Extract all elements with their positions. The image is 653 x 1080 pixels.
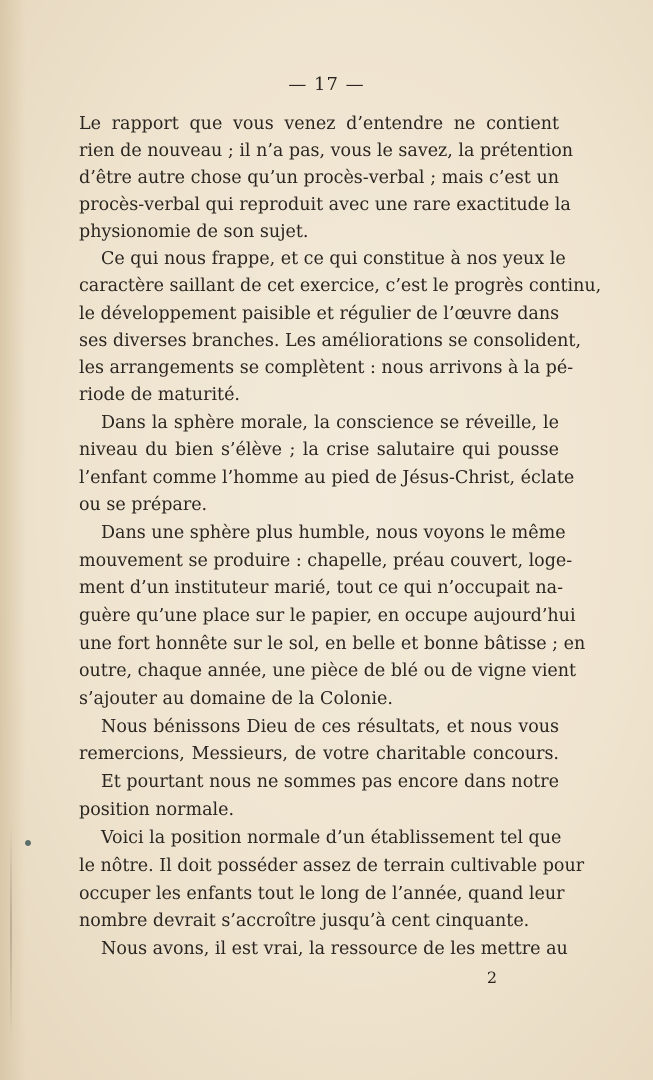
text-line: rien de nouveau ; il n’a pas, vous le savez, la prétention [79,141,574,161]
text-line: les arrangements se complètent : nous arrivons à la pé- [79,358,574,378]
text-line: Le rapport que vous venez d’entendre ne contient [79,114,559,134]
text-line: d’être autre chose qu’un procès-verbal ; mais c’est un [79,168,559,188]
text-line: Voici la position normale d’un établissement tel que [101,828,562,848]
text-line: ses diverses branches. Les améliorations se consolident, [79,331,582,351]
text-line: le développement paisible et régulier de l’œuvre dans [79,304,560,324]
text-line: position normale. [79,800,235,820]
text-line: ment d’un instituteur marié, tout ce qui n’occupait na- [79,578,564,598]
text-line: guère qu’une place sur le papier, en occupe aujourd’hui [79,606,576,626]
text-line: Nous avons, il est vrai, la ressource de les mettre au [101,939,568,959]
text-line: outre, chaque année, une pièce de blé ou de vigne vient [79,661,577,681]
page-number: — 17 — [288,74,365,95]
text-line: l’enfant comme l’homme au pied de Jésus-Christ, éclate [79,468,575,488]
text-line: caractère saillant de cet exercice, c’est le progrès continu, [79,276,602,296]
text-line: riode de maturité. [79,385,240,405]
text-line: ou se prépare. [79,495,208,515]
text-line: physionomie de son sujet. [79,222,309,242]
text-line: occuper les enfants tout le long de l’année, quand leur [79,884,565,904]
text-line: mouvement se produire : chapelle, préau couvert, loge- [79,551,573,571]
text-line: Et pourtant nous ne sommes pas encore dans notre [101,772,559,792]
text-line: une fort honnête sur le sol, en belle et bonne bâtisse ; en [79,634,586,654]
text-line: s’ajouter au domaine de la Colonie. [79,689,393,709]
text-line: nombre devrait s’accroître jusqu’à cent cinquante. [79,911,530,931]
text-line: Ce qui nous frappe, et ce qui constitue à nos yeux le [101,249,566,269]
text-line: le nôtre. Il doit posséder assez de terrain cultivable pour [79,856,585,876]
signature-mark: 2 [486,968,498,987]
text-line: Dans la sphère morale, la conscience se réveille, le [101,413,559,433]
text-line: remercions, Messieurs, de votre charitable concours. [79,744,559,764]
text-line: Nous bénissons Dieu de ces résultats, et nous vous [101,717,559,737]
text-line: Dans une sphère plus humble, nous voyons le même [101,523,566,543]
text-line: niveau du bien s’élève ; la crise salutaire qui pousse [79,440,559,460]
text-line: procès-verbal qui reproduit avec une rare exactitude la [79,195,571,215]
